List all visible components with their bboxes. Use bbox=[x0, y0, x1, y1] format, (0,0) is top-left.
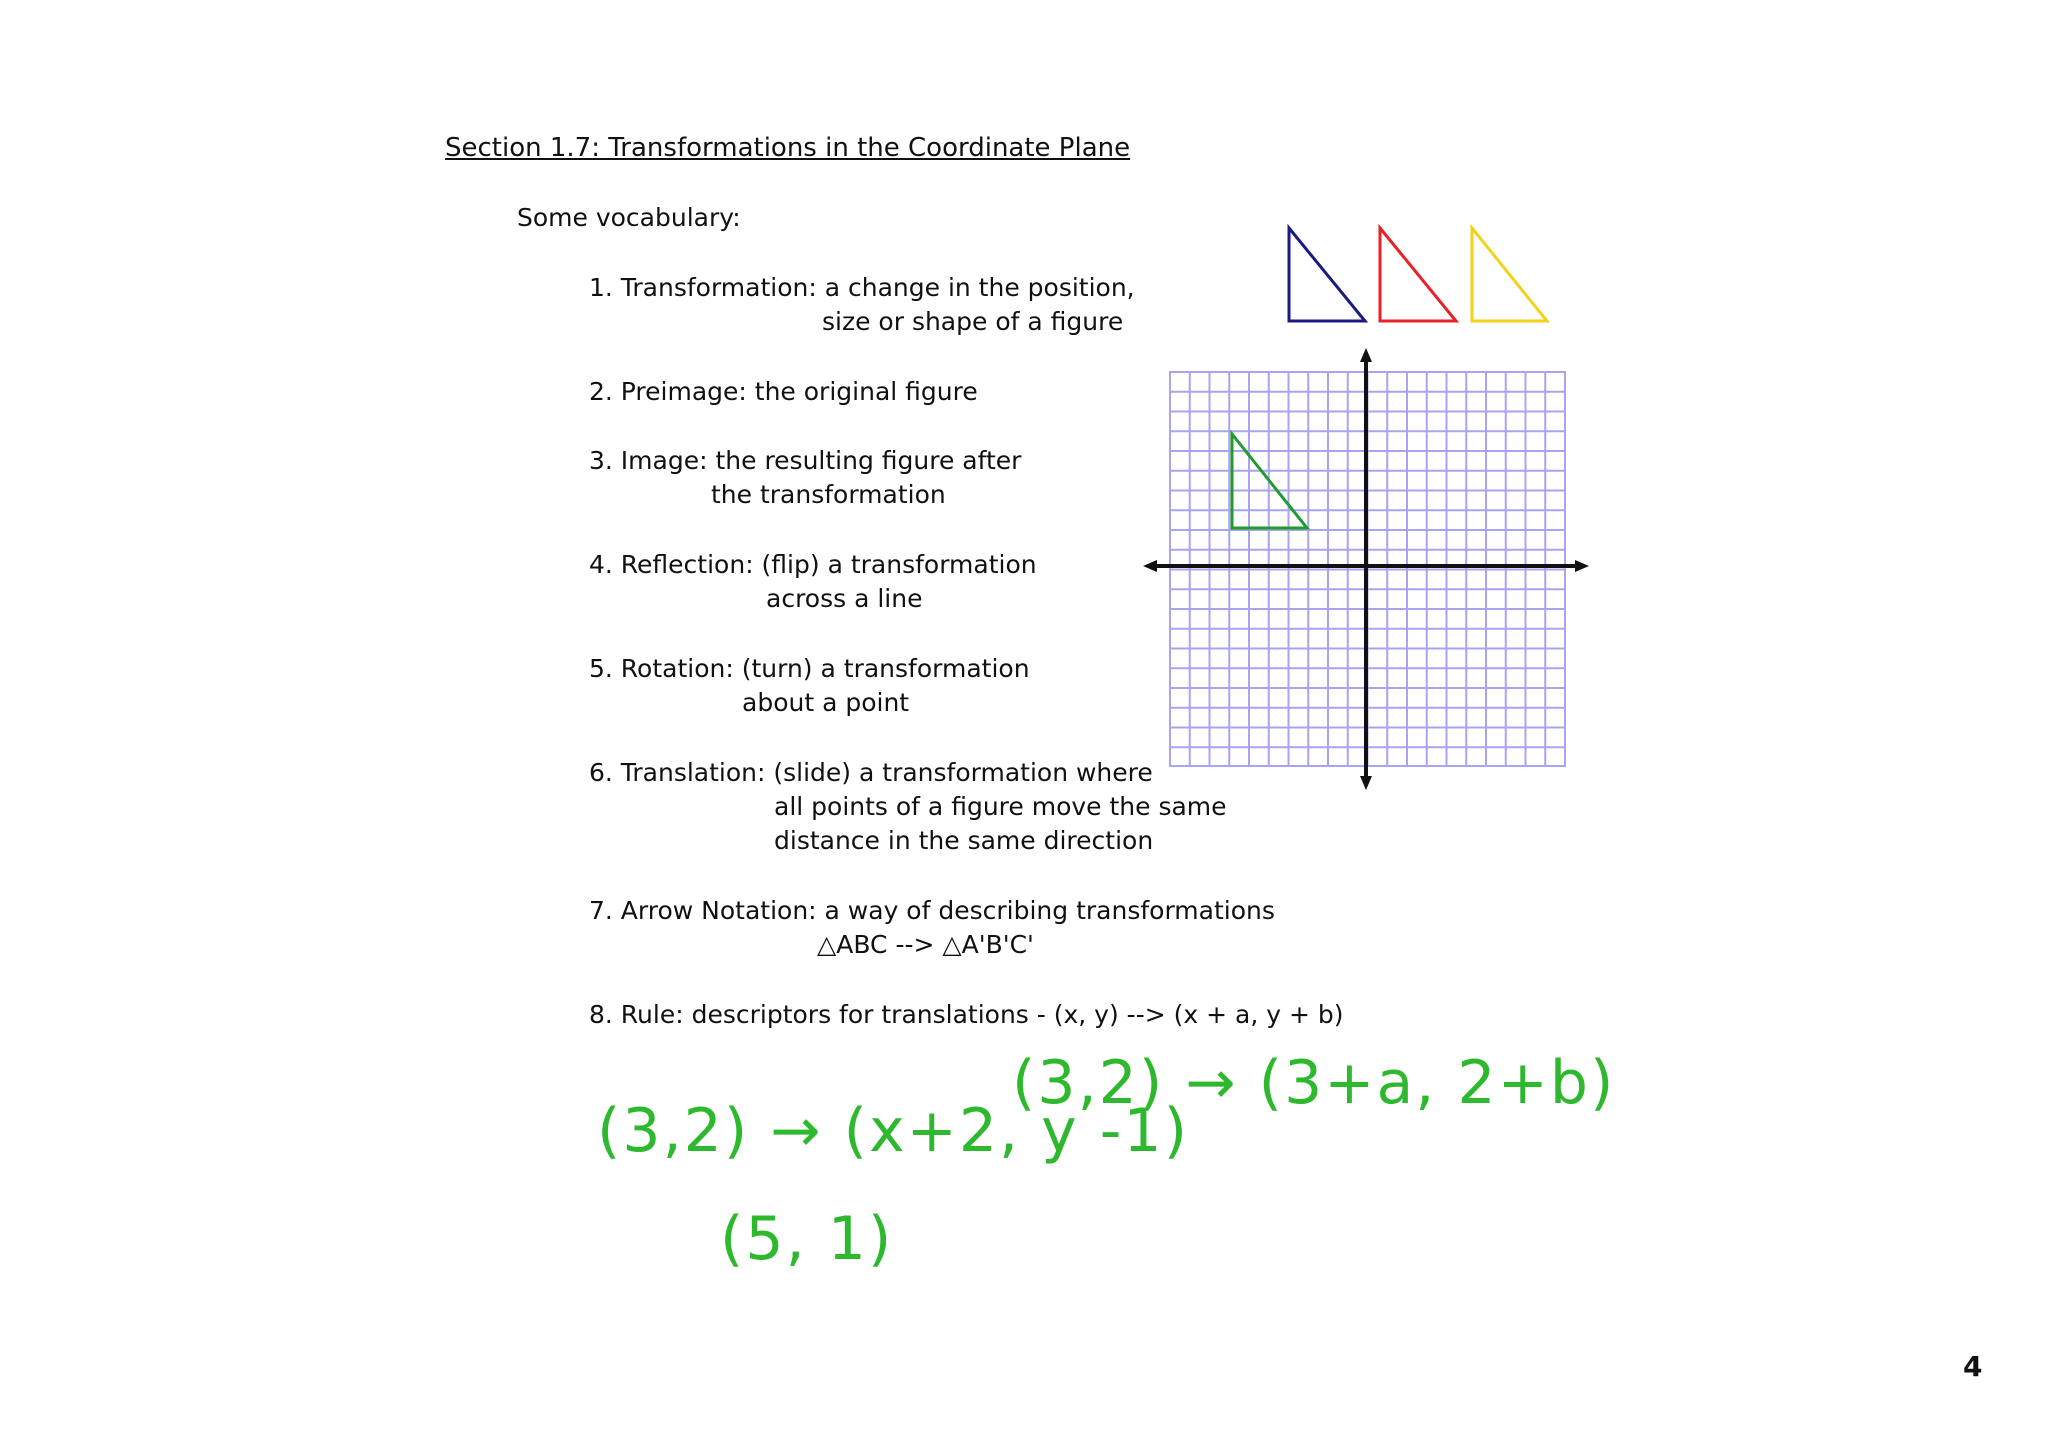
blue-triangle bbox=[1289, 228, 1365, 321]
vocab-item-8-line1: 8. Rule: descriptors for translations - (x, y) --> (x + a, y + b) bbox=[589, 1000, 1344, 1029]
vocab-item-5-line2: about a point bbox=[742, 688, 910, 717]
yellow-triangle bbox=[1472, 228, 1547, 321]
vocab-item-1-line2: size or shape of a figure bbox=[822, 307, 1124, 336]
vocab-item-6-line1: 6. Translation: (slide) a transformation where bbox=[589, 758, 1153, 787]
red-triangle bbox=[1380, 228, 1456, 321]
x-axis-arrow-right bbox=[1575, 560, 1589, 572]
vocab-item-2-line1: 2. Preimage: the original figure bbox=[589, 377, 978, 406]
y-axis-arrow-top bbox=[1360, 348, 1372, 362]
page-number: 4 bbox=[1963, 1350, 1983, 1383]
vocab-item-3-line2: the transformation bbox=[711, 480, 946, 509]
vocab-item-3-line1: 3. Image: the resulting figure after bbox=[589, 446, 1022, 475]
vocab-item-4-line1: 4. Reflection: (flip) a transformation bbox=[589, 550, 1037, 579]
vocab-item-4-line2: across a line bbox=[766, 584, 923, 613]
x-axis-arrow-left bbox=[1143, 560, 1157, 572]
handwritten-rule-example: (3,2) → (x+2, y -1) bbox=[597, 1096, 1189, 1166]
vocab-item-5-line1: 5. Rotation: (turn) a transformation bbox=[589, 654, 1030, 683]
vocab-item-6-line3: distance in the same direction bbox=[774, 826, 1154, 855]
handwritten-general-rule: (3,2) → (3+a, 2+b) bbox=[1012, 1048, 1616, 1118]
vocab-heading: Some vocabulary: bbox=[517, 203, 741, 232]
handwritten-result: (5, 1) bbox=[720, 1204, 894, 1274]
vocab-item-6-line2: all points of a figure move the same bbox=[774, 792, 1227, 821]
y-axis-arrow-bottom bbox=[1360, 776, 1372, 790]
vocab-item-1-line1: 1. Transformation: a change in the position, bbox=[589, 273, 1135, 302]
vocab-item-7-line1: 7. Arrow Notation: a way of describing transformations bbox=[589, 896, 1275, 925]
section-title: Section 1.7: Transformations in the Coordinate Plane bbox=[445, 133, 1131, 163]
arrow-notation-example: △ABC --> △A'B'C' bbox=[817, 930, 1034, 959]
